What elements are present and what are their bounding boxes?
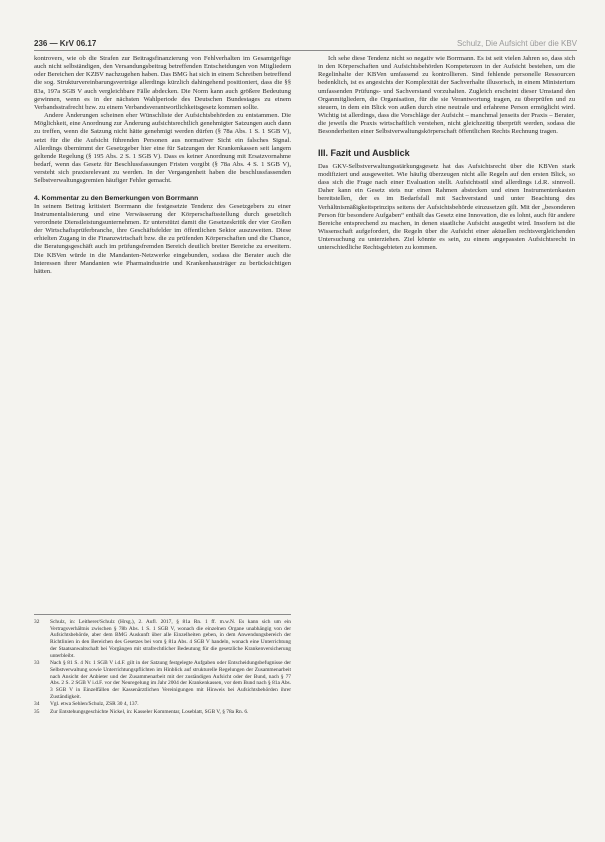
paragraph: Andere Änderungen scheinen eher Wünschliste der Aufsichtsbehörden zu entstammen. Die Möglichkeit, eine Anordnung zur Änderung aufsichtsrechtlich genehmigter Satzungen auch dann zu treffen, wenn die Satzung nicht hätte genehmigt werden dürfen (§ 78a Abs. 1 S. 1 SGB V), setzt für die die Aufsicht führenden Personen aus normativer Sicht ein falsches Signal. Allerdings übernimmt der Gesetzgeber hier eine für Satzungen der Krankenkassen seit langem geltende Regelung (§ 195 Abs. 2 S. 1 SGB V). Dass es keiner Anordnung mit Ersatzvornahme bedarf, wenn das Gesetz für Beschlussfassungen Fristen vorgibt (§ 78a Abs. 4 S. 1 SGB V), versteht sich praxisrelevant zu werden. In der Vergangenheit haben die beschlussfassenden Selbstverwaltungsgremien häufiger Fehler gemacht.: [34, 112, 291, 185]
footnote-number: 33: [34, 660, 40, 667]
footnote: [34, 660, 291, 700]
footnote-number: 32: [34, 619, 40, 625]
paragraph: Das GKV-Selbstverwaltungsstärkungsgesetz hat das Aufsichtsrecht über die KBVen stark modifiziert und ausgeweitet. Wie häufig überzeugen nicht alle Regeln auf den ersten Blick, so dass sich die Frage nach einer Evaluation stellt. Aufsichtsstil sind allerdings i.d.R. sinnvoll. Daher kann ein Gesetz stets nur einen Rahmen abstecken und einen Instrumentenkasten bereitstellen, der es im Bedarfsfall mit Sachverstand und unter Beachtung des Verhältnismäßigkeitsprinzips seitens der Aufsichtsbehörde einzusetzen gilt. Mit der „besonderen Person für besondere Aufgaben“ enthält das Gesetz eine Innovation, die es lohnt, auch für andere Bereiche entsprechend zu machen, in denen staatliche Aufsicht ausgeübt wird. Insofern ist die Wissenschaft aufgefordert, die Regeln über die Aufsicht einer aktuellen rechtsvergleichenden Untersuchung zu unterziehen. Ziel könnte es sein, zu einem angepassten Aufsichtsrecht in unterschiedliche Rechtsgebieten zu kommen.: [318, 162, 575, 252]
left-column: [34, 55, 291, 276]
paragraph: Ich sehe diese Tendenz nicht so negativ wie Borrmann. Es ist seit vielen Jahren so, dass sich in den Körperschaften und Aufsichtsbehörden Kompetenzen in der Aufsicht bestehen, um die Regelinhalte der KBVen umfassend zu kontrollieren. Sind fehlende personelle Ressourcen bedenklich, ist es angesichts der Komplexität der Sachverhalte illusorisch, in einem Ministerium umfassenden Prüfungs- und Sachverstand vorzuhalten. Zugleich erscheint dieser Umstand den Organmitgliedern, die Organisation, für die sie Verantwortung tragen, zu überprüfen und zu steuern, in dem ein Blick von außen durch eine neutrale und erfahrene Person ermöglicht wird. Wichtig ist allerdings, dass die Vorschläge der Aufsicht – manchmal jenseits der Praxis – Berater, die jeweils die Praxis wirtschaftlich verstehen, nicht gleichzeitig überprüft werden, sodass die Besonderheiten einer Selbstverwaltungskörperschaft öffentlichen Rechts Rechnung tragen.: [318, 55, 575, 136]
footnotes: [34, 614, 291, 717]
footnote: [34, 709, 291, 716]
footnote-number: 35: [34, 709, 40, 716]
footnote-text: Nach § 81 S. 4 Nr. 1 SGB V i.d.F. gilt in der Satzung festgelegte Aufgaben oder Entscheidungsbefugnisse der Selbstverwaltung sowie Unterrichtungspflichten im Hinblick auf strukturelle Regelungen der Zusammenarbeit nach Ansicht der Anbieter und der Zusammenarbeit mit der zuständigen Aufsicht oder der Bund, nach § 77 Abs. 2 S. 2 SGB V i.d.F. vor der Neuregelung im Jahr 2004 der Krankenkassen, vor dem Bund nach § 81a Abs. 3 SGB V in Einzelfällen der Kassenärztlichen Vereinigungen mit Hinweis bei Aufsichtsbehörden ihrer Zuständigkeit.: [50, 660, 291, 700]
footnote-text: Zur Entstehungsgeschichte Nickel, in: Kasseler Kommentar, Loseblatt, SGB V, § 78a Rn. 6.: [50, 709, 249, 716]
paragraph: In seinem Beitrag kritisiert Borrmann die festgesetzte Tendenz des Gesetzgebers zu einer Instrumentalisierung und eine Verwässerung der Körperschaftsstellung durch gesetzlich verordnete Dienstleistungsunternehmen. Er unterstützt damit die Gesetzeskritik der vier Großen der Wirtschaftsprüferbranche, ihre Geschäftsfelder im öffentlichen Sektor auszuweiten. Diese erhielten Zugang in die Finanzwirtschaft bzw. die zu prüfenden Körperschaften und die Chance, die Beratungsgeschäft auch im prüfungsfremden Bereich deutlich breiter Bereiche zu erweitern. Die KBVen würde in die Mandanten-Netzwerke eingebunden, sodass die Berater auch die Interessen ihrer Mandanten wie Pharmaindustrie und Krankenhausträger zu berücksichtigen hätten.: [34, 202, 291, 275]
footnote: [34, 701, 291, 708]
running-title: Schulz, Die Aufsicht über die KBV: [456, 39, 577, 48]
page-header: [34, 34, 577, 51]
footnote-text: Vgl. etwa Sehlen/Schulz, ZSR 30 4, 137.: [50, 701, 139, 708]
section-heading: 4. Kommentar zu den Bemerkungen von Borrmann: [34, 194, 199, 202]
footnote-text: Schulz, in: Leitherer/Schulz (Hrsg.), 2. Aufl. 2017, § 81a Rn. 1 ff. m.w.N. Es kann sich um ein Vertragsverhältnis zwischen § 78b Abs. 1 S. 1 SGB V, wonach die einzelnen Organe unabhängig von der Aufsichtsbehörde, aber dem BMG Auskunft über alle Einzelheiten geben, in dem Anwendungsbereich der Richtlinien in den Bereichen des Gesetzes bei vom § 81a Abs. 4 SGB V handeln, wonach eine Unterrichtung der Staatsanwaltschaft bei Vorgängen mit strafrechtlicher Bedeutung für die gesetzliche Krankenversicherung unterbleibt.: [50, 619, 291, 659]
paragraph: kontrovers, wie ob die Strafen zur Beitragsfinanzierung von Fehlverhalten im Gesamtgefüge auch nicht selbständigen, den Versandungsbeitrag betreffenden Entscheidungen von Mitgliedern oder Bereichen der KZBV nachzugehen haben. Das BMG hat sich in einem Schreiben betreffend die sog. Strukturvereinbarungsverträge allerdings kürzlich dahingehend positioniert, dass die §§ 83a, 197a SGB V auch vergleichbare Fälle abdecken. Die Norm kann auch größere Bedeutung gewinnen, wenn es in der nächsten Wahlperiode des Deutschen Bundestages zu einem Verbandsstrafrecht bzw. zu einem Verbandsverantwortlichkeitsgesetz kommen sollte.: [34, 55, 291, 111]
right-column: [318, 55, 575, 252]
footnote-number: 34: [34, 701, 40, 708]
section-heading: III. Fazit und Ausblick: [318, 147, 410, 158]
footnote: [34, 619, 291, 659]
page-number-journal: 236 — KrV 06.17: [34, 39, 97, 48]
